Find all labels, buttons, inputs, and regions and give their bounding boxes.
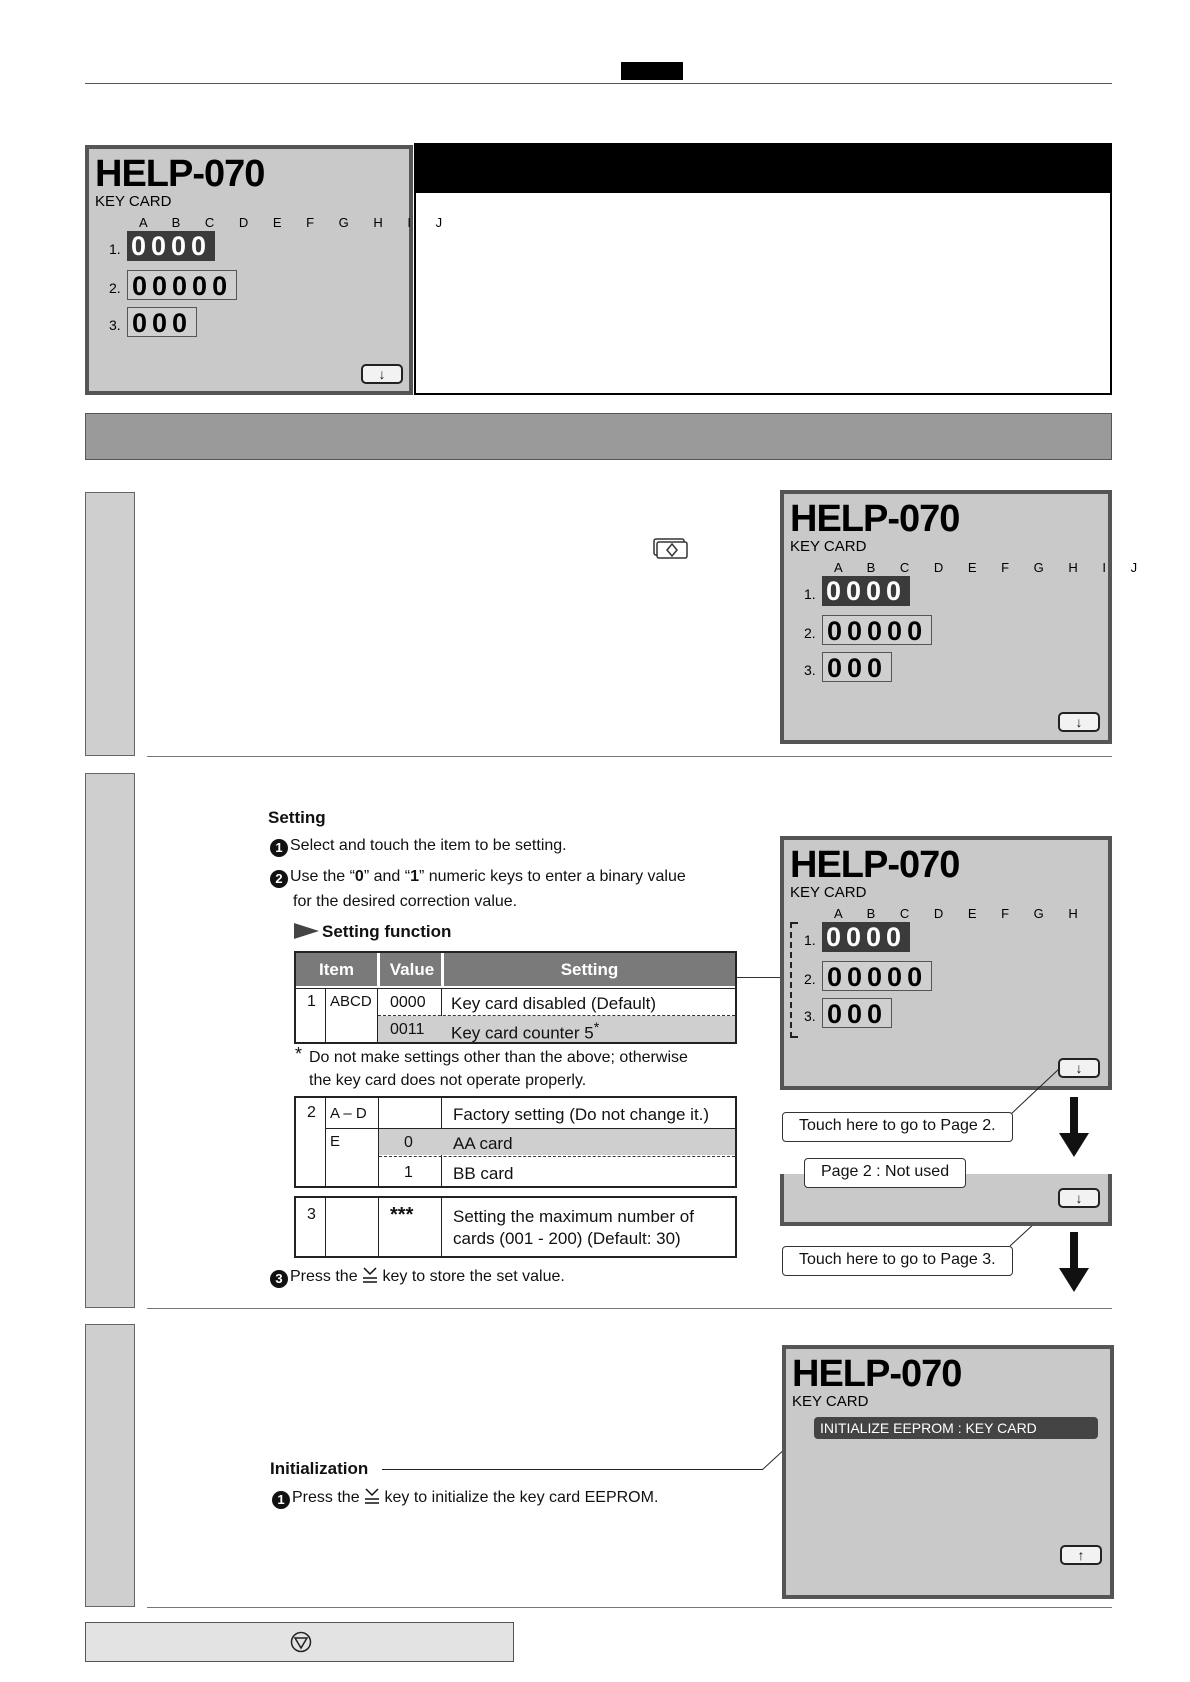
lcd-row-num: 1.	[804, 586, 816, 602]
table1-value-2: 0011	[390, 1021, 425, 1038]
page-down-button[interactable]	[1058, 712, 1100, 732]
table3-value: ***	[390, 1204, 414, 1226]
table2-setting-3: BB card	[453, 1164, 514, 1183]
lcd-panel-section3	[782, 1345, 1114, 1599]
enter-key-icon	[362, 1266, 378, 1284]
page-down-button[interactable]	[361, 364, 403, 384]
lcd-title: HELP-070	[790, 844, 960, 886]
footer-box	[85, 1622, 514, 1662]
header-rule	[85, 83, 1112, 84]
lcd-panel-top	[85, 145, 453, 395]
down-arrow-icon: ↓	[1075, 714, 1083, 730]
step-number-badge: 1	[272, 1491, 290, 1509]
initialize-eeprom-bar[interactable]: INITIALIZE EEPROM : KEY CARD	[814, 1417, 1098, 1439]
col-value: Value	[389, 960, 435, 979]
lcd-row3-value[interactable]: 000	[822, 652, 892, 682]
col-item: Item	[319, 960, 354, 979]
lcd-row-num: 2.	[109, 280, 121, 296]
setting-step-2: 2 Use the “0” and “1” numeric keys to enter a binary value	[270, 868, 686, 888]
table1-item: 1	[307, 993, 316, 1010]
table2-setting-1: Factory setting (Do not change it.)	[453, 1105, 710, 1124]
table1-setting-2: Key card counter 5*	[451, 1020, 600, 1043]
lcd-row2-value[interactable]: 00000	[822, 615, 932, 645]
lcd-row-num: 3.	[804, 1008, 816, 1024]
lcd-panel-section2	[780, 836, 1112, 1090]
up-arrow-icon: ↑	[1077, 1547, 1085, 1563]
lcd-row-num: 2.	[804, 971, 816, 987]
lcd-subtitle: KEY CARD	[790, 538, 867, 555]
lcd-row1-value[interactable]: 0000	[822, 922, 910, 952]
lcd-letters: A B C D E F G H	[834, 906, 1089, 921]
lcd-row-num: 3.	[804, 662, 816, 678]
section-1-sidebar	[85, 492, 135, 756]
lcd-row2-value[interactable]: 00000	[127, 270, 237, 300]
lcd-row3-value[interactable]: 000	[822, 998, 892, 1028]
title-box	[414, 143, 1112, 395]
step-number-badge: 3	[270, 1270, 288, 1288]
setting-table-3	[294, 1196, 737, 1258]
step-number-badge: 2	[270, 870, 288, 888]
callout-page-2: Touch here to go to Page 2.	[782, 1112, 1013, 1142]
lcd-row1-value[interactable]: 0000	[127, 231, 215, 261]
page-down-button[interactable]	[1058, 1188, 1100, 1208]
lcd-row-num: 1.	[804, 932, 816, 948]
table1-value-1: 0000	[390, 994, 426, 1011]
lcd-title: HELP-070	[790, 498, 960, 540]
section-3-sidebar	[85, 1324, 135, 1607]
setting-table-2	[294, 1096, 737, 1188]
lcd-row-num: 1.	[109, 241, 121, 257]
table2-value-2: 0	[404, 1134, 413, 1151]
initialization-leader	[382, 1469, 762, 1470]
section-2-rule	[147, 1308, 1112, 1309]
initialization-step-1: 1 Press the key to initialize the key card EEPROM.	[272, 1487, 658, 1509]
lcd-title: HELP-070	[95, 153, 265, 195]
row-bracket	[790, 922, 798, 1038]
lcd-row1-value[interactable]: 0000	[822, 576, 910, 606]
triangle-right-icon	[294, 922, 320, 940]
setting-step-3: 3 Press the key to store the set value.	[270, 1266, 565, 1288]
table2-letters-2: E	[330, 1133, 341, 1150]
table-header	[296, 953, 735, 986]
table2-item: 2	[307, 1104, 316, 1121]
down-arrow-icon: ↓	[1075, 1190, 1083, 1206]
callout-leader-lines	[1000, 1060, 1080, 1260]
table2-value-3: 1	[404, 1164, 413, 1181]
col-setting: Setting	[560, 960, 619, 979]
enter-key-icon	[364, 1487, 380, 1505]
lcd-title: HELP-070	[792, 1353, 962, 1395]
table3-setting-line2: cards (001 - 200) (Default: 30)	[453, 1229, 681, 1248]
lcd-letters: A B C D E F G H I J	[834, 560, 1148, 575]
title-bar	[416, 145, 1110, 193]
setting-table-1	[294, 951, 737, 1044]
lcd-row-num: 2.	[804, 625, 816, 641]
note-mark: *	[295, 1044, 303, 1064]
callout-page-3: Touch here to go to Page 3.	[782, 1246, 1013, 1276]
setting-step-1: 1 Select and touch the item to be setting.	[270, 837, 567, 857]
down-arrow-icon	[1059, 1232, 1089, 1292]
setting-function-heading: Setting function	[294, 922, 451, 942]
lcd-subtitle: KEY CARD	[790, 884, 867, 901]
setting-step-2-line2: for the desired correction value.	[293, 893, 518, 910]
down-arrow-icon: ↓	[378, 366, 386, 382]
note-line-1: Do not make settings other than the above; otherwise	[309, 1049, 688, 1066]
page-up-button[interactable]	[1060, 1545, 1102, 1565]
lcd-row3-value[interactable]: 000	[127, 307, 197, 337]
down-arrow-icon	[1059, 1097, 1089, 1157]
table1-letters: ABCD	[330, 993, 372, 1010]
lcd-letters: A B C D E F G H I J	[139, 215, 453, 230]
page-tab-marker	[621, 62, 683, 80]
table2-letters-1: A – D	[330, 1105, 367, 1122]
lcd-panel-section1	[780, 490, 1148, 744]
table3-setting-line1: Setting the maximum number of	[453, 1207, 694, 1226]
section-1-rule	[147, 756, 1112, 757]
initialization-heading: Initialization	[270, 1459, 369, 1478]
lcd-subtitle: KEY CARD	[792, 1393, 869, 1410]
section-bar	[85, 413, 1112, 460]
down-arrow-icon: ↓	[1075, 1060, 1083, 1076]
setting-heading: Setting	[268, 808, 326, 827]
table3-item: 3	[307, 1206, 316, 1223]
section-3-rule	[147, 1607, 1112, 1608]
lcd-row-num: 3.	[109, 317, 121, 333]
table1-setting-1: Key card disabled (Default)	[451, 994, 657, 1013]
copy-key-icon	[653, 538, 689, 560]
step-number-badge: 1	[270, 839, 288, 857]
callout-page-2-not-used: Page 2 : Not used	[804, 1158, 966, 1188]
section-2-sidebar	[85, 773, 135, 1308]
lcd-row2-value[interactable]: 00000	[822, 961, 932, 991]
note-line-2: the key card does not operate properly.	[309, 1072, 587, 1089]
table2-setting-2: AA card	[453, 1134, 513, 1153]
lcd-subtitle: KEY CARD	[95, 193, 172, 210]
stop-key-icon	[290, 1631, 312, 1653]
